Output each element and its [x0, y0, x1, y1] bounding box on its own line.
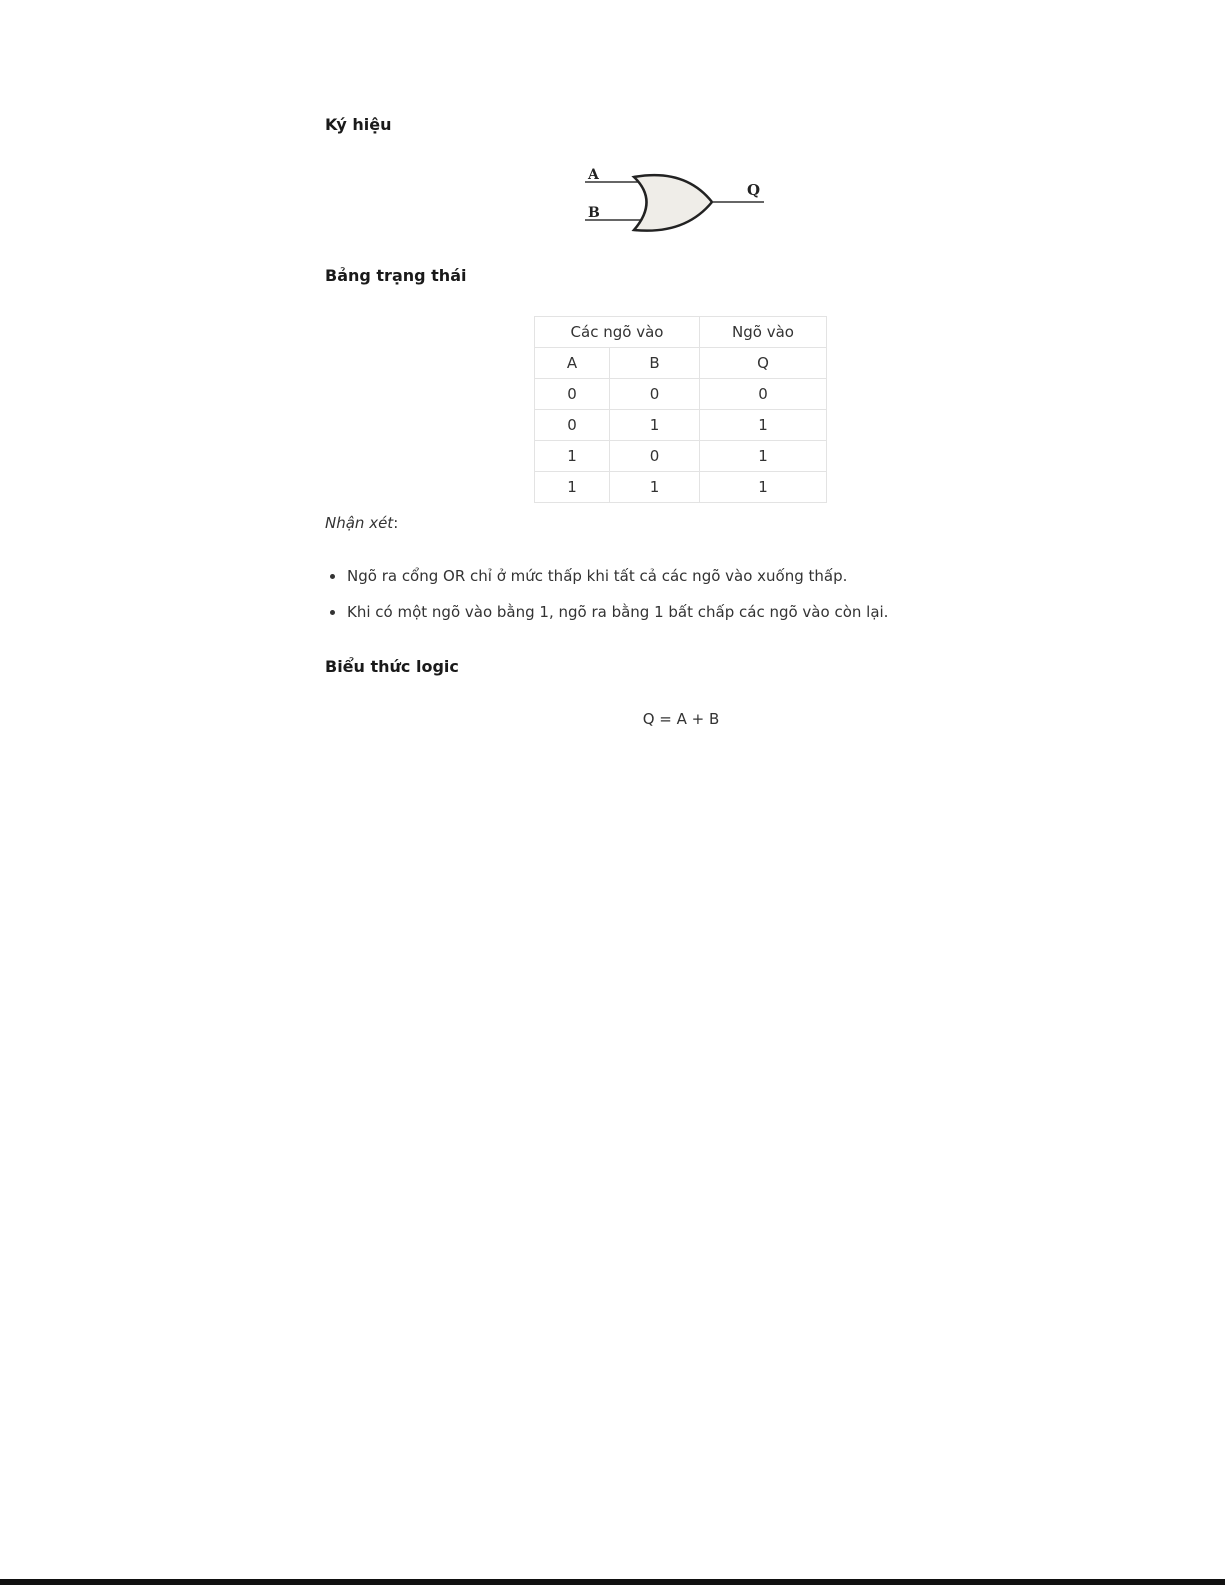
list-item: Khi có một ngõ vào bằng 1, ngõ ra bằng 1 bất chấp các ngõ vào còn lại.	[327, 603, 888, 639]
cell-q: 1	[700, 441, 827, 472]
table-row	[535, 472, 827, 503]
cell-a: 1	[535, 472, 610, 503]
cell-a: 1	[535, 441, 610, 472]
table-group-header-row	[535, 317, 827, 348]
cell-q: 1	[700, 410, 827, 441]
input-b-label: B	[588, 205, 600, 221]
table-row	[535, 379, 827, 410]
input-a-label: A	[588, 167, 599, 183]
cell-b: 0	[610, 441, 700, 472]
output-group-header: Ngõ vào	[700, 317, 827, 348]
table-row	[535, 410, 827, 441]
table-column-header-row	[535, 348, 827, 379]
cell-b: 1	[610, 410, 700, 441]
truth-table	[534, 316, 827, 503]
remark-label: Nhận xét	[325, 514, 394, 532]
expression-heading: Biểu thức logic	[325, 657, 459, 676]
remark-list	[327, 567, 888, 639]
cell-q: 0	[700, 379, 827, 410]
cell-b: 0	[610, 379, 700, 410]
column-header-a: A	[535, 348, 610, 379]
cell-q: 1	[700, 472, 827, 503]
cell-a: 0	[535, 410, 610, 441]
or-gate-body	[634, 175, 712, 231]
table-row	[535, 441, 827, 472]
remark-line	[325, 514, 398, 532]
page-bottom-border	[0, 1579, 1225, 1585]
column-header-q: Q	[700, 348, 827, 379]
logic-expression: Q = A + B	[642, 710, 720, 728]
list-item: Ngõ ra cổng OR chỉ ở mức thấp khi tất cả các ngõ vào xuống thấp.	[327, 567, 888, 603]
cell-b: 1	[610, 472, 700, 503]
cell-a: 0	[535, 379, 610, 410]
or-gate-diagram	[585, 163, 775, 238]
symbol-heading: Ký hiệu	[325, 115, 392, 134]
inputs-group-header: Các ngõ vào	[535, 317, 700, 348]
truth-table-heading: Bảng trạng thái	[325, 266, 467, 285]
output-q-label: Q	[747, 181, 761, 199]
column-header-b: B	[610, 348, 700, 379]
remark-colon: :	[393, 514, 399, 532]
